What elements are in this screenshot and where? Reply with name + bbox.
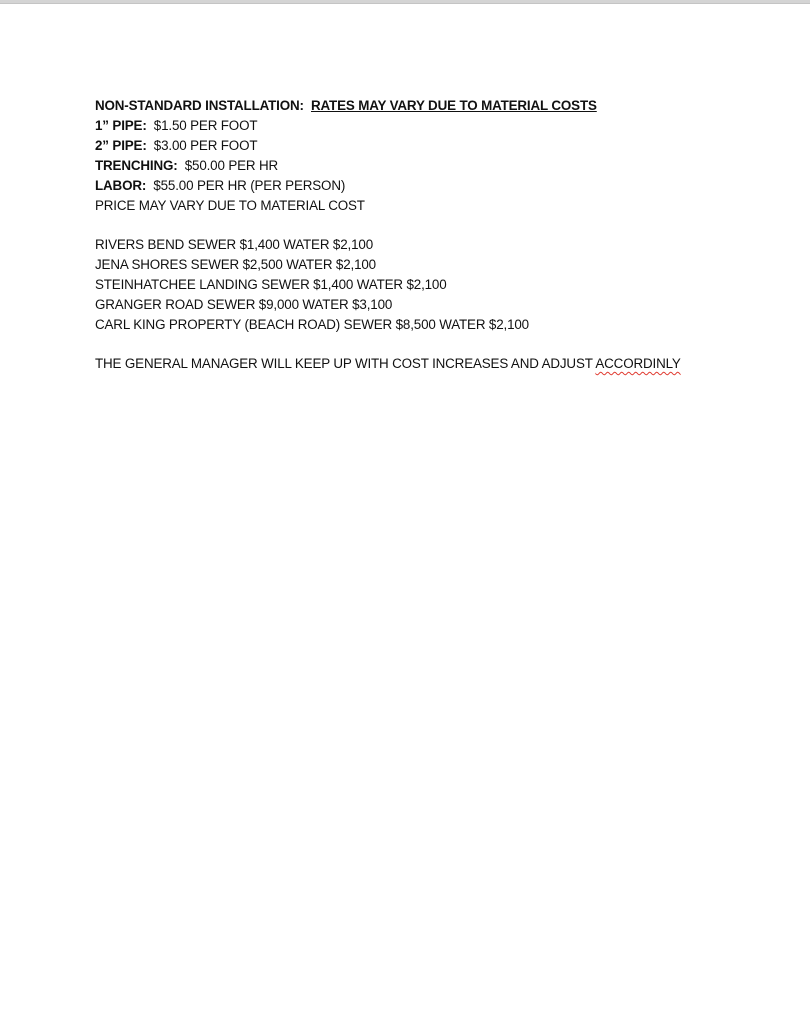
property-line: JENA SHORES SEWER $2,500 WATER $2,100 <box>95 257 376 272</box>
rate-label: TRENCHING: <box>95 158 178 173</box>
rate-label: 2” PIPE: <box>95 138 147 153</box>
rate-line-trenching <box>95 156 785 176</box>
rate-value: $50.00 PER HR <box>184 158 279 173</box>
property-line: STEINHATCHEE LANDING SEWER $1,400 WATER $2,100 <box>95 277 447 292</box>
paragraph-spacer <box>95 335 785 354</box>
rate-line-2-inch-pipe <box>95 136 785 156</box>
rate-value: $3.00 PER FOOT <box>153 138 258 153</box>
rate-line-1-inch-pipe <box>95 116 785 136</box>
misspelled-word[interactable]: ACCORDINLY <box>595 356 681 371</box>
rate-value: $55.00 PER HR (PER PERSON) <box>153 178 346 193</box>
heading-line <box>95 96 785 116</box>
paragraph-spacer <box>95 216 785 235</box>
rate-label: LABOR: <box>95 178 147 193</box>
property-line: GRANGER ROAD SEWER $9,000 WATER $3,100 <box>95 297 393 312</box>
closing-text: THE GENERAL MANAGER WILL KEEP UP WITH COST INCREASES AND ADJUST <box>95 356 593 371</box>
property-line: CARL KING PROPERTY (BEACH ROAD) SEWER $8,500 WATER $2,100 <box>95 317 529 332</box>
document-body[interactable] <box>95 96 785 374</box>
rate-value: $1.50 PER FOOT <box>153 118 258 133</box>
heading-label: NON-STANDARD INSTALLATION: <box>95 98 304 113</box>
property-line: RIVERS BEND SEWER $1,400 WATER $2,100 <box>95 237 373 252</box>
heading-note: RATES MAY VARY DUE TO MATERIAL COSTS <box>311 98 597 113</box>
rate-label: 1” PIPE: <box>95 118 147 133</box>
price-note: PRICE MAY VARY DUE TO MATERIAL COST <box>95 198 365 213</box>
rate-line-labor <box>95 176 785 196</box>
closing-line <box>95 354 785 374</box>
page-top-border <box>0 0 810 4</box>
